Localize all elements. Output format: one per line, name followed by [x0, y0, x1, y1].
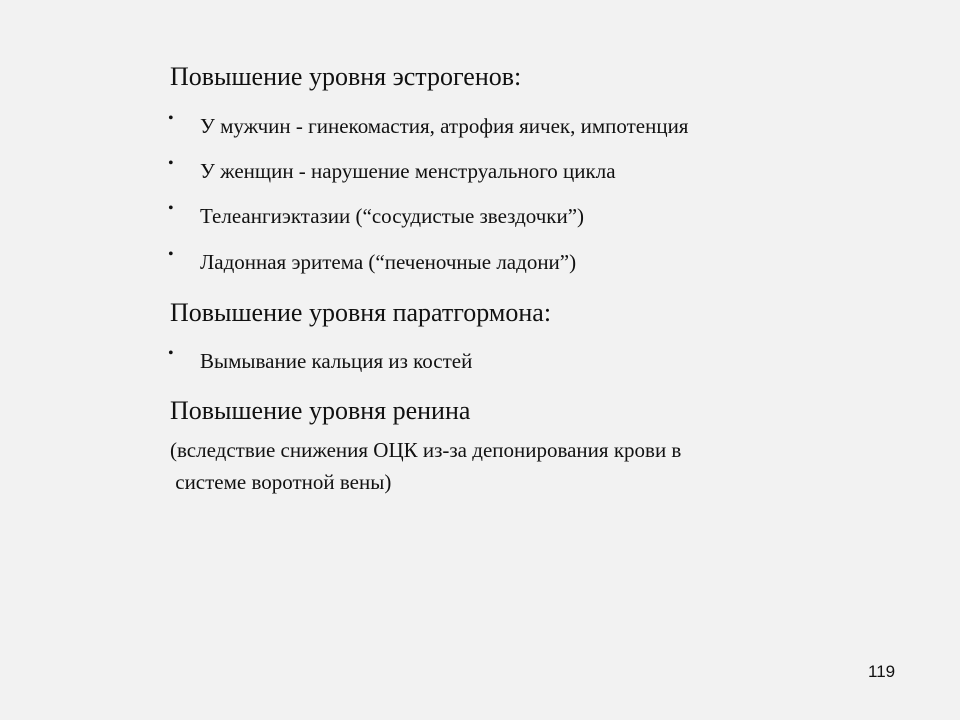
bullet-text: Телеангиэктазии (“сосудистые звездочки”) [200, 204, 585, 228]
bullet-text: У мужчин - гинекомастия, атрофия яичек, импотенция [200, 114, 689, 138]
bullet-icon: • [168, 345, 174, 362]
bullet-icon: • [168, 246, 174, 263]
bullet-text: Вымывание кальция из костей [200, 349, 473, 373]
page-number: 119 [868, 662, 896, 681]
renin-note-line: (вследствие снижения ОЦК из-за депонирования крови в [170, 438, 682, 462]
bullet-text: Ладонная эритема (“печеночные ладони”) [200, 250, 577, 274]
section-heading-renin: Повышение уровня ренина [170, 396, 471, 425]
bullet-text: У женщин - нарушение менструального цикла [200, 159, 616, 183]
bullet-icon: • [168, 155, 174, 172]
section-heading-estrogen: Повышение уровня эстрогенов: [170, 62, 522, 91]
bullet-icon: • [168, 200, 174, 217]
bullet-icon: • [168, 110, 174, 127]
renin-note-line: системе воротной вены) [170, 470, 392, 494]
section-heading-parathormone: Повышение уровня паратгормона: [170, 298, 552, 327]
